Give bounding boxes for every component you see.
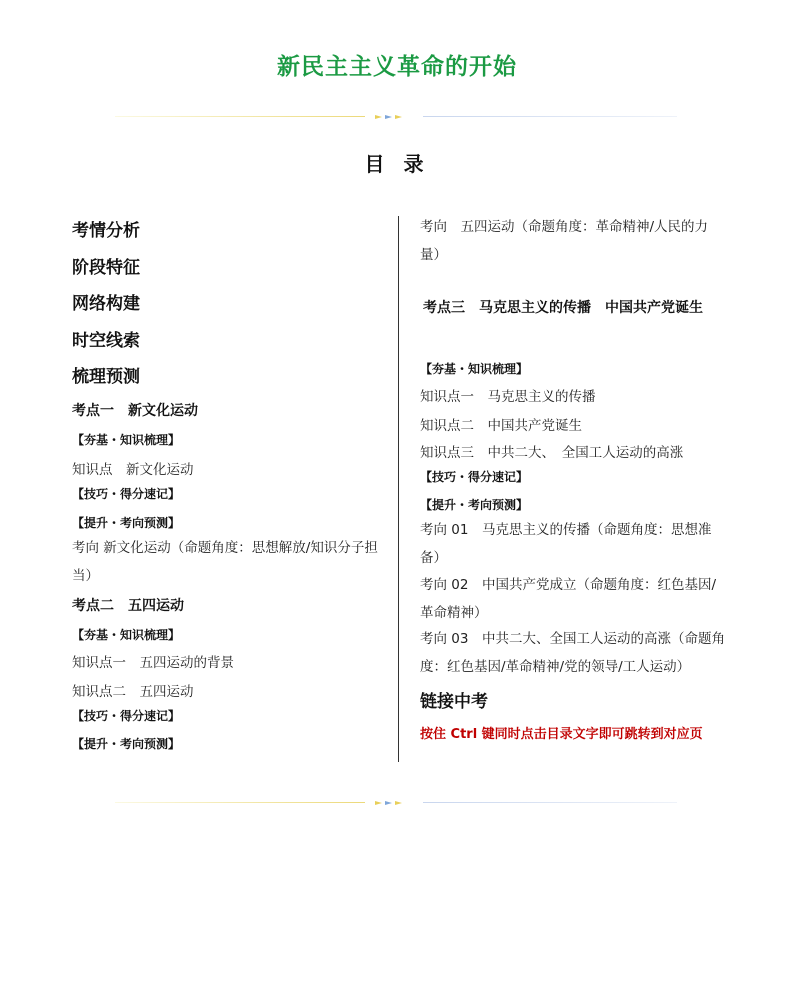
toc-link-timeline[interactable]: 时空线索: [72, 331, 140, 351]
divider-line-right: [423, 116, 677, 117]
column-divider: [398, 216, 399, 762]
toc-link-knowledge-point[interactable]: 知识点一 五四运动的背景: [72, 655, 234, 671]
toc-link-kp3[interactable]: 考点三 马克思主义的传播 中国共产党诞生: [423, 300, 703, 316]
toc-link-exam-analysis[interactable]: 考情分析: [72, 221, 140, 241]
toc-tag-foundation[interactable]: 【夯基・知识梳理】: [72, 628, 181, 642]
toc-link-knowledge-point[interactable]: 知识点 新文化运动: [72, 462, 194, 478]
toc-link-direction[interactable]: 考向 01 马克思主义的传播（命题角度：思想准备）: [420, 522, 712, 566]
document-title: 新民主主义革命的开始: [277, 54, 517, 80]
toc-link-network[interactable]: 网络构建: [72, 294, 140, 314]
toc-link-knowledge-point[interactable]: 知识点三 中共二大、 全国工人运动的高涨: [420, 445, 684, 461]
toc-link-direction[interactable]: 考向 五四运动（命题角度：革命精神/人民的力量）: [420, 219, 709, 263]
divider-line-left: [115, 116, 365, 117]
toc-tag-foundation[interactable]: 【夯基・知识梳理】: [72, 433, 181, 447]
toc-link-knowledge-point[interactable]: 知识点二 五四运动: [72, 684, 194, 700]
toc-tag-improve[interactable]: 【提升・考向预测】: [72, 516, 181, 530]
toc-tag-improve[interactable]: 【提升・考向预测】: [420, 498, 529, 512]
toc-link-stage-features[interactable]: 阶段特征: [72, 258, 140, 278]
toc-tag-skills[interactable]: 【技巧・得分速记】: [72, 487, 181, 501]
toc-link-kp2[interactable]: 考点二 五四运动: [72, 598, 184, 614]
toc-link-direction[interactable]: 考向 03 中共二大、全国工人运动的高涨（命题角度：红色基因/革命精神/党的领导/工人运动）: [420, 631, 725, 675]
toc-link-exam[interactable]: 链接中考: [420, 692, 488, 712]
toc-link-knowledge-point[interactable]: 知识点二 中国共产党诞生: [420, 418, 582, 434]
divider-bottom: [115, 799, 677, 807]
toc-heading: 目 录: [364, 152, 430, 176]
divider-ornament-icon: [373, 799, 419, 807]
toc-tag-improve[interactable]: 【提升・考向预测】: [72, 737, 181, 751]
toc-link-direction[interactable]: 考向 新文化运动（命题角度：思想解放/知识分子担当）: [72, 540, 378, 584]
navigation-hint: 按住 Ctrl 键同时点击目录文字即可跳转到对应页: [420, 727, 703, 742]
toc-tag-skills[interactable]: 【技巧・得分速记】: [72, 709, 181, 723]
toc-link-kp1[interactable]: 考点一 新文化运动: [72, 403, 198, 419]
toc-link-knowledge-point[interactable]: 知识点一 马克思主义的传播: [420, 389, 596, 405]
divider-ornament-icon: [373, 113, 419, 121]
divider-line-right: [423, 802, 677, 803]
divider-line-left: [115, 802, 365, 803]
toc-tag-foundation[interactable]: 【夯基・知识梳理】: [420, 362, 529, 376]
toc-link-direction[interactable]: 考向 02 中国共产党成立（命题角度：红色基因/革命精神）: [420, 577, 717, 621]
divider-top: [115, 113, 677, 121]
toc-tag-skills[interactable]: 【技巧・得分速记】: [420, 470, 529, 484]
toc-link-review-predict[interactable]: 梳理预测: [72, 367, 140, 387]
